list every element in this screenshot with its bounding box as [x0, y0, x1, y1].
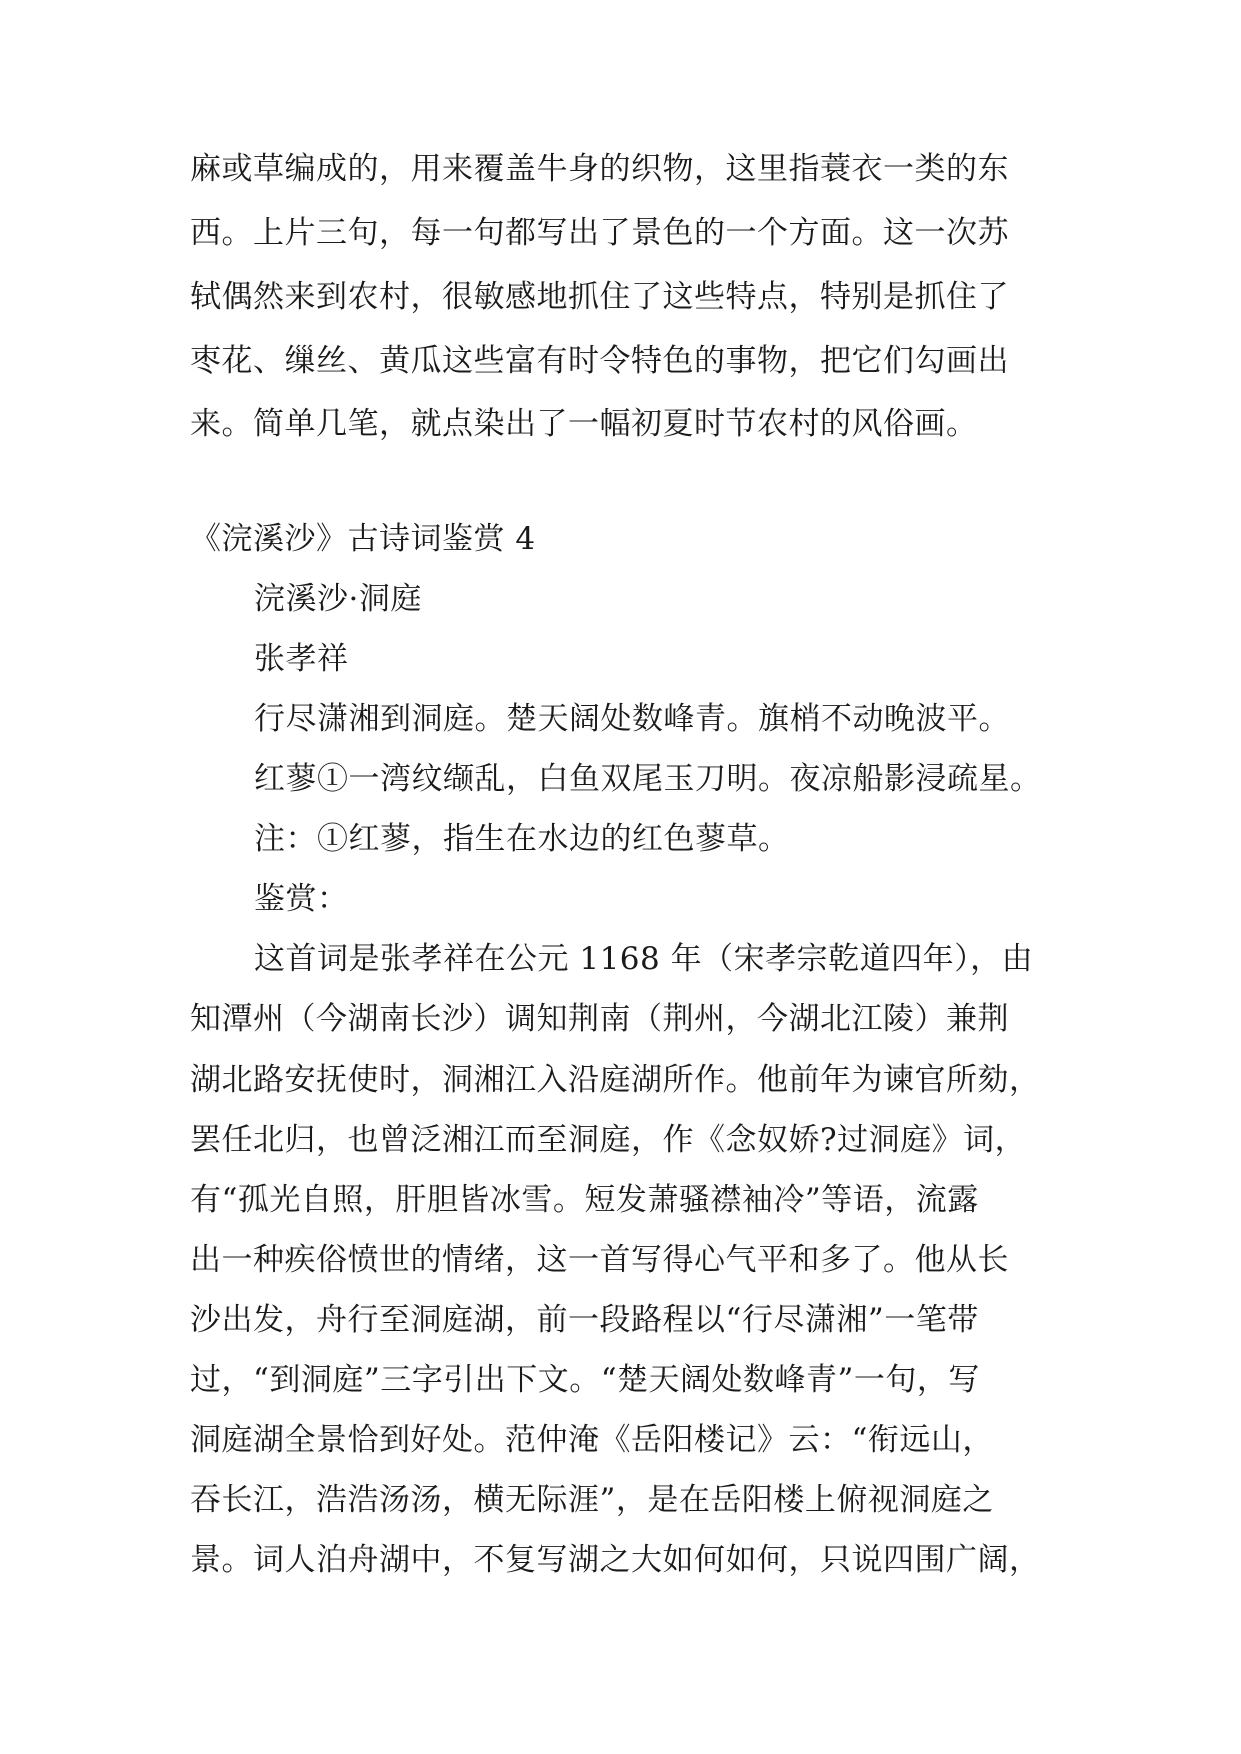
text-line: 轼偶然来到农村，很敏感地抓住了这些特点，特别是抓住了: [190, 279, 1009, 315]
text-line: 枣花、缫丝、黄瓜这些富有时令特色的事物，把它们勾画出: [190, 343, 1009, 379]
text-line: 来。简单几笔，就点染出了一幅初夏时节农村的风俗画。: [190, 406, 978, 442]
text-line: 麻或草编成的，用来覆盖牛身的织物，这里指蓑衣一类的东: [190, 151, 1009, 187]
text-line: 有“孤光自照，肝胆皆冰雪。短发萧骚襟袖冷”等语，流露: [190, 1182, 979, 1218]
text-line: 知潭州（今湖南长沙）调知荆南（荆州，今湖北江陵）兼荆: [190, 1001, 1009, 1037]
section-title: 《浣溪沙》古诗词鉴赏 4: [190, 521, 536, 557]
text-line: 景。词人泊舟湖中，不复写湖之大如何如何，只说四围广阔，: [190, 1542, 1041, 1578]
poem-line: 行尽潇湘到洞庭。楚天阔处数峰青。旗梢不动晚波平。: [254, 701, 1010, 737]
text-line: 洞庭湖全景恰到好处。范仲淹《岳阳楼记》云：“衔远山，: [190, 1422, 994, 1458]
text-line: 吞长江，浩浩汤汤，横无际涯”，是在岳阳楼上俯视洞庭之: [190, 1482, 994, 1518]
appreciation-label: 鉴赏：: [254, 881, 349, 917]
poem-author: 张孝祥: [254, 641, 349, 677]
poem-title: 浣溪沙·洞庭: [254, 581, 422, 617]
text-line: 沙出发，舟行至洞庭湖，前一段路程以“行尽潇湘”一笔带: [190, 1302, 979, 1338]
text-line: 西。上片三句，每一句都写出了景色的一个方面。这一次苏: [190, 215, 1009, 251]
poem-note: 注：①红蓼，指生在水边的红色蓼草。: [254, 821, 790, 857]
text-line: 罢任北归，也曾泛湘江而至洞庭，作《念奴娇?过洞庭》词，: [190, 1122, 1027, 1158]
text-line: 这首词是张孝祥在公元 1168 年（宋孝宗乾道四年），由: [254, 941, 1034, 977]
text-line: 湖北路安抚使时，洞湘江入沿庭湖所作。他前年为谏官所劾，: [190, 1062, 1041, 1098]
poem-line: 红蓼①一湾纹缬乱，白鱼双尾玉刀明。夜凉船影浸疏星。: [254, 761, 1042, 797]
text-line: 出一种疾俗愤世的情绪，这一首写得心气平和多了。他从长: [190, 1242, 1009, 1278]
text-line: 过，“到洞庭”三字引出下文。“楚天阔处数峰青”一句，写: [190, 1362, 980, 1398]
